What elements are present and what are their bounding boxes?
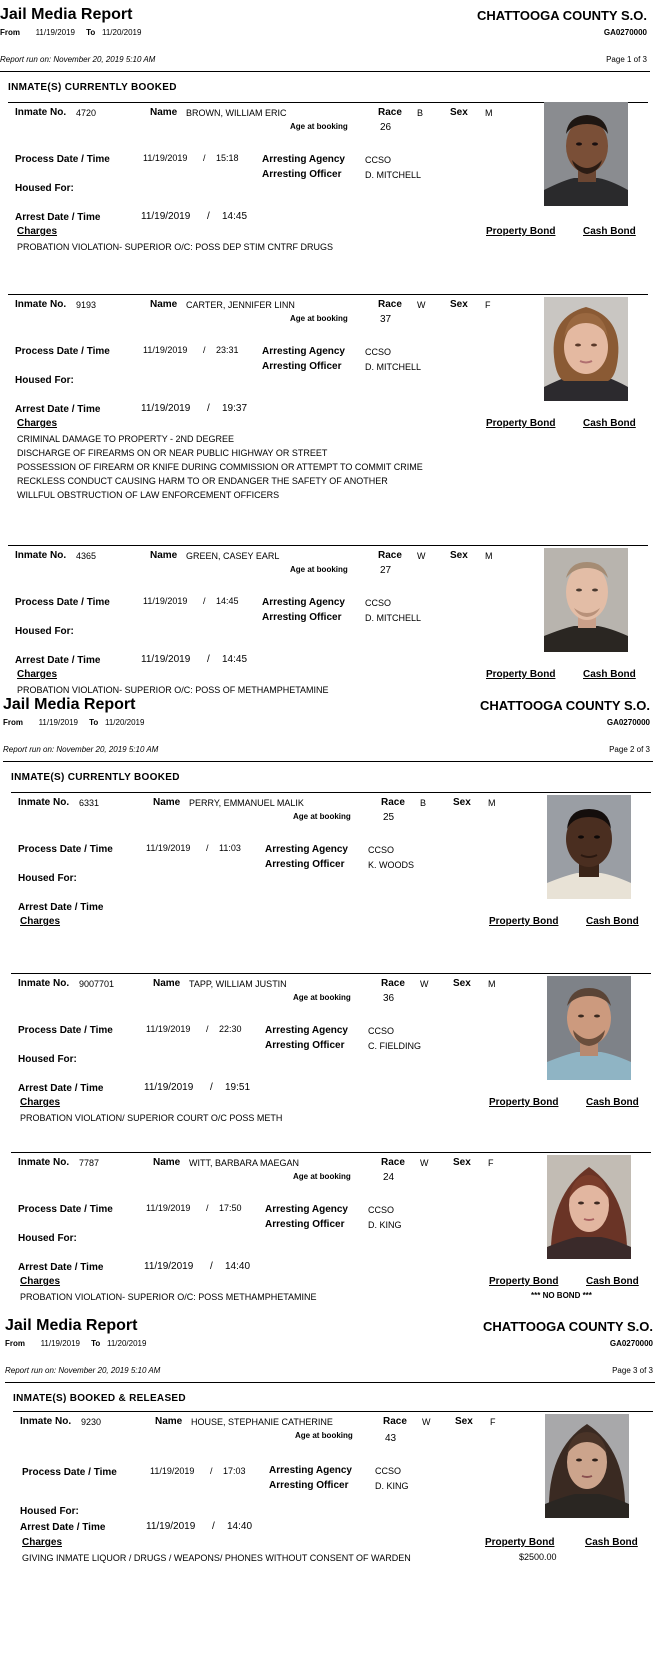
age-label: Age at booking bbox=[295, 1431, 353, 1440]
divider bbox=[11, 1152, 651, 1153]
process-time: 17:03 bbox=[223, 1466, 246, 1476]
to-label: To bbox=[89, 718, 99, 727]
charge-item: PROBATION VIOLATION- SUPERIOR O/C: POSS OF METHAMPHETAMINE bbox=[17, 685, 329, 695]
arresting-agency-value: CCSO bbox=[375, 1466, 402, 1476]
charge-item: WILLFUL OBSTRUCTION OF LAW ENFORCEMENT OFFICERS bbox=[17, 490, 280, 500]
process-time: 22:30 bbox=[219, 1024, 242, 1034]
charge-item: POSSESSION OF FIREARM OR KNIFE DURING COMMISSION OR ATTEMPT TO COMMIT CRIME bbox=[17, 462, 423, 472]
arresting-officer-value: D. KING bbox=[375, 1481, 409, 1491]
to-date: 11/20/2019 bbox=[105, 718, 145, 727]
charge-item: GIVING INMATE LIQUOR / DRUGS / WEAPONS/ PHONES WITHOUT CONSENT OF WARDEN bbox=[22, 1553, 411, 1563]
race-label: Race bbox=[381, 1157, 405, 1168]
report-page-3 bbox=[0, 1311, 671, 1669]
inmate-record: Inmate No. 7787 Name WITT, BARBARA MAEGAN Race W Sex F Age at booking 24 Process Date / Time 11/19/2019 / 17:50 Arresting Agency CCSO Arresting Officer D. KING Housed For: Arrest Date / Time 11/19/2019 / 14:40 Charges Property Bond Cash Bond PROBATION VIOLATION- SUPERIOR O/C: POSS METHAMPHETAMINE *** NO BOND *** bbox=[3, 1152, 663, 1307]
section-title: INMATE(S) BOOKED & RELEASED bbox=[13, 1393, 186, 1404]
race-value: W bbox=[417, 300, 426, 310]
arresting-officer-label: Arresting Officer bbox=[265, 1219, 345, 1230]
inmate-no-label: Inmate No. bbox=[15, 107, 67, 118]
race-value: W bbox=[422, 1417, 431, 1427]
page-number: Page 1 of 3 bbox=[606, 55, 647, 64]
arresting-officer-value: D. KING bbox=[368, 1220, 402, 1230]
from-label: From bbox=[5, 1339, 25, 1348]
inmate-number: 9193 bbox=[76, 300, 97, 310]
charges-label: Charges bbox=[20, 916, 61, 927]
inmate-record: Inmate No. 9193 Name CARTER, JENNIFER LINN Race W Sex F Age at booking 37 Process Date / Time 11/19/2019 / 23:31 Arresting Agency CCSO Arresting Officer D. MITCHELL Housed For: Arrest Date / Time 11/19/2019 / 19:37 Charges Property Bond Cash Bond CRIMINAL DAMAGE TO PROPERTY - 2ND DEGREE DISCHARGE OF FIREARMS ON OR NEAR PUBLIC HIGHWAY OR STREET POSSESSION OF FIREARM OR KNIFE DURING COMMISSION OR ATTEMPT TO COMMIT CRIME RECKLESS CONDUCT CAUSING HARM TO OR ENDANGER THE SAFETY OF ANOTHER WILLFUL OBSTRUCTION OF LAW ENFORCEMENT OFFICERS bbox=[0, 294, 660, 548]
from-date: 11/19/2019 bbox=[38, 718, 79, 727]
arresting-officer-label: Arresting Officer bbox=[265, 859, 345, 870]
to-label: To bbox=[86, 28, 96, 37]
sex-value: M bbox=[485, 108, 493, 118]
sex-label: Sex bbox=[450, 107, 468, 118]
report-title: Jail Media Report bbox=[0, 6, 133, 23]
race-label: Race bbox=[378, 299, 402, 310]
process-label: Process Date / Time bbox=[22, 1467, 117, 1478]
inmate-name: GREEN, CASEY EARL bbox=[186, 551, 280, 561]
sex-label: Sex bbox=[455, 1416, 473, 1427]
property-bond-label: Property Bond bbox=[486, 669, 556, 680]
inmate-name: WITT, BARBARA MAEGAN bbox=[189, 1158, 300, 1168]
inmate-number: 7787 bbox=[79, 1158, 100, 1168]
arrest-date: 11/19/2019 bbox=[141, 654, 191, 665]
name-label: Name bbox=[153, 797, 181, 808]
arresting-officer-value: D. MITCHELL bbox=[365, 613, 422, 623]
arrest-label: Arrest Date / Time bbox=[15, 404, 101, 415]
arrest-date: 11/19/2019 bbox=[146, 1521, 196, 1532]
section-title: INMATE(S) CURRENTLY BOOKED bbox=[8, 82, 177, 93]
race-label: Race bbox=[381, 797, 405, 808]
agency-name: CHATTOOGA COUNTY S.O. bbox=[477, 8, 647, 23]
arrest-time: 14:40 bbox=[227, 1521, 253, 1532]
housed-for-label: Housed For: bbox=[15, 626, 74, 637]
sex-value: F bbox=[490, 1417, 496, 1427]
inmate-name: TAPP, WILLIAM JUSTIN bbox=[189, 979, 287, 989]
age-label: Age at booking bbox=[293, 993, 351, 1002]
arresting-agency-label: Arresting Agency bbox=[265, 844, 348, 855]
process-label: Process Date / Time bbox=[18, 1204, 113, 1215]
process-label: Process Date / Time bbox=[15, 154, 110, 165]
arresting-agency-label: Arresting Agency bbox=[262, 346, 345, 357]
arrest-label: Arrest Date / Time bbox=[20, 1522, 106, 1533]
charges-list bbox=[17, 432, 457, 502]
cash-bond-value: $2500.00 bbox=[519, 1552, 557, 1562]
inmate-number: 4365 bbox=[76, 551, 97, 561]
arresting-officer-label: Arresting Officer bbox=[262, 361, 342, 372]
arresting-officer-value: C. FIELDING bbox=[368, 1041, 422, 1051]
report-run-on: Report run on: November 20, 2019 5:10 AM bbox=[5, 1366, 161, 1375]
divider bbox=[8, 294, 648, 295]
process-date: 11/19/2019 bbox=[146, 1203, 191, 1213]
divider bbox=[13, 1411, 653, 1412]
inmate-record: Inmate No. 6331 Name PERRY, EMMANUEL MALIK Race B Sex M Age at booking 25 Process Date / Time 11/19/2019 / 11:03 Arresting Agency CCSO Arresting Officer K. WOODS Housed For: Arrest Date / Time Charges Property Bond Cash Bond bbox=[3, 792, 663, 967]
age-value: 36 bbox=[383, 993, 395, 1004]
age-value: 43 bbox=[385, 1433, 397, 1444]
charge-item: DISCHARGE OF FIREARMS ON OR NEAR PUBLIC HIGHWAY OR STREET bbox=[17, 448, 328, 458]
sex-value: M bbox=[488, 979, 496, 989]
sex-label: Sex bbox=[453, 1157, 471, 1168]
to-date: 11/20/2019 bbox=[107, 1339, 147, 1348]
arresting-officer-label: Arresting Officer bbox=[269, 1480, 349, 1491]
race-label: Race bbox=[383, 1416, 407, 1427]
housed-for-label: Housed For: bbox=[15, 183, 74, 194]
agency-code: GA0270000 bbox=[609, 1339, 653, 1348]
mugshot-photo bbox=[544, 548, 628, 652]
age-value: 27 bbox=[380, 565, 392, 576]
arresting-officer-value: D. MITCHELL bbox=[365, 362, 422, 372]
sex-value: F bbox=[488, 1158, 494, 1168]
property-bond-label: Property Bond bbox=[486, 418, 556, 429]
mugshot-photo bbox=[547, 976, 631, 1080]
no-bond-note: *** NO BOND *** bbox=[531, 1291, 592, 1300]
from-label: From bbox=[3, 718, 23, 727]
agency-name: CHATTOOGA COUNTY S.O. bbox=[480, 698, 650, 713]
race-label: Race bbox=[378, 107, 402, 118]
charges-list bbox=[22, 1551, 482, 1565]
date-range bbox=[5, 1339, 146, 1348]
race-value: W bbox=[420, 979, 429, 989]
inmate-no-label: Inmate No. bbox=[18, 978, 70, 989]
housed-for-label: Housed For: bbox=[15, 375, 74, 386]
arresting-agency-label: Arresting Agency bbox=[262, 597, 345, 608]
sex-value: F bbox=[485, 300, 491, 310]
inmate-no-label: Inmate No. bbox=[15, 299, 67, 310]
arresting-agency-label: Arresting Agency bbox=[265, 1025, 348, 1036]
process-label: Process Date / Time bbox=[15, 597, 110, 608]
name-label: Name bbox=[150, 299, 178, 310]
race-label: Race bbox=[378, 550, 402, 561]
inmate-no-label: Inmate No. bbox=[18, 1157, 70, 1168]
property-bond-label: Property Bond bbox=[489, 1276, 559, 1287]
arrest-time: 19:37 bbox=[222, 403, 248, 414]
inmate-name: CARTER, JENNIFER LINN bbox=[186, 300, 295, 310]
arresting-officer-value: K. WOODS bbox=[368, 860, 415, 870]
cash-bond-label: Cash Bond bbox=[583, 669, 636, 680]
arrest-label: Arrest Date / Time bbox=[18, 1262, 104, 1273]
from-date: 11/19/2019 bbox=[40, 1339, 81, 1348]
arrest-label: Arrest Date / Time bbox=[18, 1083, 104, 1094]
race-value: B bbox=[420, 798, 427, 808]
inmate-number: 4720 bbox=[76, 108, 97, 118]
name-label: Name bbox=[150, 107, 178, 118]
process-date: 11/19/2019 bbox=[146, 1024, 191, 1034]
cash-bond-label: Cash Bond bbox=[586, 916, 639, 927]
arresting-agency-label: Arresting Agency bbox=[265, 1204, 348, 1215]
property-bond-label: Property Bond bbox=[489, 1097, 559, 1108]
process-time: 17:50 bbox=[219, 1203, 242, 1213]
charge-item: PROBATION VIOLATION- SUPERIOR O/C: POSS DEP STIM CNTRF DRUGS bbox=[17, 242, 334, 252]
cash-bond-label: Cash Bond bbox=[585, 1537, 638, 1548]
charges-label: Charges bbox=[17, 418, 58, 429]
charge-item: PROBATION VIOLATION- SUPERIOR O/C: POSS METHAMPHETAMINE bbox=[20, 1292, 317, 1302]
process-label: Process Date / Time bbox=[18, 844, 113, 855]
report-title: Jail Media Report bbox=[5, 1317, 138, 1334]
cash-bond-label: Cash Bond bbox=[586, 1276, 639, 1287]
inmate-record: Inmate No. 9230 Name HOUSE, STEPHANIE CATHERINE Race W Sex F Age at booking 43 Process Date / Time 11/19/2019 / 17:03 Arresting Agency CCSO Arresting Officer D. KING Housed For: Arrest Date / Time 11/19/2019 / 14:40 Charges Property Bond Cash Bond GIVING INMATE LIQUOR / DRUGS / WEAPONS/ PHONES WITHOUT CONSENT OF WARDEN $2500.00 bbox=[5, 1411, 665, 1666]
process-label: Process Date / Time bbox=[18, 1025, 113, 1036]
charges-list bbox=[20, 1111, 460, 1125]
charges-list bbox=[20, 1290, 460, 1304]
process-time: 11:03 bbox=[219, 843, 241, 853]
agency-code: GA0270000 bbox=[603, 28, 647, 37]
inmate-record: Inmate No. 4365 Name GREEN, CASEY EARL Race W Sex M Age at booking 27 Process Date / Time 11/19/2019 / 14:45 Arresting Agency CCSO Arresting Officer D. MITCHELL Housed For: Arrest Date / Time 11/19/2019 / 14:45 Charges Property Bond Cash Bond PROBATION VIOLATION- SUPERIOR O/C: POSS OF METHAMPHETAMINE bbox=[0, 545, 660, 695]
agency-code: GA0270000 bbox=[606, 718, 650, 727]
age-value: 24 bbox=[383, 1172, 395, 1183]
charge-item: RECKLESS CONDUCT CAUSING HARM TO OR ENDANGER THE SAFETY OF ANOTHER bbox=[17, 476, 388, 486]
process-time: 15:18 bbox=[216, 153, 239, 163]
age-label: Age at booking bbox=[293, 812, 351, 821]
report-page-1 bbox=[0, 0, 671, 555]
charges-label: Charges bbox=[22, 1537, 63, 1548]
to-label: To bbox=[91, 1339, 101, 1348]
sex-label: Sex bbox=[450, 550, 468, 561]
arresting-agency-label: Arresting Agency bbox=[262, 154, 345, 165]
to-date: 11/20/2019 bbox=[102, 28, 142, 37]
process-time: 23:31 bbox=[216, 345, 239, 355]
from-date: 11/19/2019 bbox=[35, 28, 76, 37]
race-value: B bbox=[417, 108, 424, 118]
process-date: 11/19/2019 bbox=[150, 1466, 195, 1476]
mugshot-photo bbox=[544, 297, 628, 401]
report-run-on: Report run on: November 20, 2019 5:10 AM bbox=[3, 745, 159, 754]
charge-item: CRIMINAL DAMAGE TO PROPERTY - 2ND DEGREE bbox=[17, 434, 235, 444]
arresting-officer-label: Arresting Officer bbox=[262, 612, 342, 623]
inmate-no-label: Inmate No. bbox=[15, 550, 67, 561]
arresting-officer-value: D. MITCHELL bbox=[365, 170, 422, 180]
from-label: From bbox=[0, 28, 20, 37]
age-value: 37 bbox=[380, 314, 392, 325]
sex-label: Sex bbox=[450, 299, 468, 310]
arrest-time: 14:45 bbox=[222, 654, 248, 665]
arresting-agency-label: Arresting Agency bbox=[269, 1465, 352, 1476]
arresting-agency-value: CCSO bbox=[368, 1205, 395, 1215]
agency-name: CHATTOOGA COUNTY S.O. bbox=[483, 1319, 653, 1334]
cash-bond-label: Cash Bond bbox=[583, 226, 636, 237]
sex-label: Sex bbox=[453, 978, 471, 989]
arresting-agency-value: CCSO bbox=[365, 347, 392, 357]
arrest-time: 14:45 bbox=[222, 211, 248, 222]
charges-label: Charges bbox=[20, 1276, 61, 1287]
age-label: Age at booking bbox=[293, 1172, 351, 1181]
arresting-agency-value: CCSO bbox=[365, 155, 392, 165]
race-value: W bbox=[417, 551, 426, 561]
charges-label: Charges bbox=[17, 669, 58, 680]
divider bbox=[11, 973, 651, 974]
arrest-label: Arrest Date / Time bbox=[15, 212, 101, 223]
charges-list bbox=[17, 240, 457, 254]
process-date: 11/19/2019 bbox=[143, 345, 188, 355]
process-time: 14:45 bbox=[216, 596, 239, 606]
property-bond-label: Property Bond bbox=[486, 226, 556, 237]
age-label: Age at booking bbox=[290, 565, 348, 574]
sex-label: Sex bbox=[453, 797, 471, 808]
report-title: Jail Media Report bbox=[3, 696, 136, 713]
race-value: W bbox=[420, 1158, 429, 1168]
housed-for-label: Housed For: bbox=[18, 873, 77, 884]
mugshot-photo bbox=[544, 102, 628, 206]
date-range bbox=[0, 28, 141, 37]
inmate-name: BROWN, WILLIAM ERIC bbox=[186, 108, 287, 118]
name-label: Name bbox=[153, 978, 181, 989]
arrest-time: 14:40 bbox=[225, 1261, 251, 1272]
arresting-officer-label: Arresting Officer bbox=[265, 1040, 345, 1051]
arrest-label: Arrest Date / Time bbox=[18, 902, 104, 913]
arresting-agency-value: CCSO bbox=[365, 598, 392, 608]
age-label: Age at booking bbox=[290, 314, 348, 323]
report-run-on: Report run on: November 20, 2019 5:10 AM bbox=[0, 55, 156, 64]
inmate-number: 9230 bbox=[81, 1417, 102, 1427]
arrest-label: Arrest Date / Time bbox=[15, 655, 101, 666]
mugshot-photo bbox=[545, 1414, 629, 1518]
sex-value: M bbox=[485, 551, 493, 561]
process-label: Process Date / Time bbox=[15, 346, 110, 357]
page-number: Page 2 of 3 bbox=[609, 745, 650, 754]
charges-label: Charges bbox=[20, 1097, 61, 1108]
arresting-officer-label: Arresting Officer bbox=[262, 169, 342, 180]
charge-item: PROBATION VIOLATION/ SUPERIOR COURT O/C POSS METH bbox=[20, 1113, 283, 1123]
process-date: 11/19/2019 bbox=[146, 843, 191, 853]
age-value: 25 bbox=[383, 812, 395, 823]
divider bbox=[3, 761, 653, 762]
cash-bond-label: Cash Bond bbox=[583, 418, 636, 429]
inmate-no-label: Inmate No. bbox=[18, 797, 70, 808]
arrest-time: 19:51 bbox=[225, 1082, 251, 1093]
divider bbox=[5, 1382, 655, 1383]
sex-value: M bbox=[488, 798, 496, 808]
page-number: Page 3 of 3 bbox=[612, 1366, 653, 1375]
age-label: Age at booking bbox=[290, 122, 348, 131]
arrest-date: 11/19/2019 bbox=[141, 211, 191, 222]
name-label: Name bbox=[155, 1416, 183, 1427]
race-label: Race bbox=[381, 978, 405, 989]
arrest-date: 11/19/2019 bbox=[141, 403, 191, 414]
divider bbox=[11, 792, 651, 793]
process-date: 11/19/2019 bbox=[143, 596, 188, 606]
inmate-record: Inmate No. 4720 Name BROWN, WILLIAM ERIC Race B Sex M Age at booking 26 Process Date / Time 11/19/2019 / 15:18 Arresting Agency CCSO Arresting Officer D. MITCHELL Housed For: Arrest Date / Time 11/19/2019 / 14:45 Charges Property Bond Cash Bond PROBATION VIOLATION- SUPERIOR O/C: POSS DEP STIM CNTRF DRUGS bbox=[0, 102, 660, 292]
charges-label: Charges bbox=[17, 226, 58, 237]
date-range bbox=[3, 718, 144, 727]
arrest-date: 11/19/2019 bbox=[144, 1261, 194, 1272]
inmate-number: 9007701 bbox=[79, 979, 115, 989]
divider bbox=[0, 71, 650, 72]
arrest-date: 11/19/2019 bbox=[144, 1082, 194, 1093]
property-bond-label: Property Bond bbox=[485, 1537, 555, 1548]
housed-for-label: Housed For: bbox=[20, 1506, 79, 1517]
inmate-name: HOUSE, STEPHANIE CATHERINE bbox=[191, 1417, 333, 1427]
property-bond-label: Property Bond bbox=[489, 916, 559, 927]
inmate-record: Inmate No. 9007701 Name TAPP, WILLIAM JUSTIN Race W Sex M Age at booking 36 Process Date / Time 11/19/2019 / 22:30 Arresting Agency CCSO Arresting Officer C. FIELDING Housed For: Arrest Date / Time 11/19/2019 / 19:51 Charges Property Bond Cash Bond PROBATION VIOLATION/ SUPERIOR COURT O/C POSS METH bbox=[3, 973, 663, 1151]
inmate-number: 6331 bbox=[79, 798, 100, 808]
cash-bond-label: Cash Bond bbox=[586, 1097, 639, 1108]
name-label: Name bbox=[150, 550, 178, 561]
arresting-agency-value: CCSO bbox=[368, 1026, 395, 1036]
mugshot-photo bbox=[547, 795, 631, 899]
age-value: 26 bbox=[380, 122, 392, 133]
arresting-agency-value: CCSO bbox=[368, 845, 395, 855]
name-label: Name bbox=[153, 1157, 181, 1168]
section-title: INMATE(S) CURRENTLY BOOKED bbox=[11, 772, 180, 783]
inmate-no-label: Inmate No. bbox=[20, 1416, 72, 1427]
mugshot-photo bbox=[547, 1155, 631, 1259]
divider bbox=[8, 545, 648, 546]
housed-for-label: Housed For: bbox=[18, 1233, 77, 1244]
housed-for-label: Housed For: bbox=[18, 1054, 77, 1065]
inmate-name: PERRY, EMMANUEL MALIK bbox=[189, 798, 304, 808]
process-date: 11/19/2019 bbox=[143, 153, 188, 163]
